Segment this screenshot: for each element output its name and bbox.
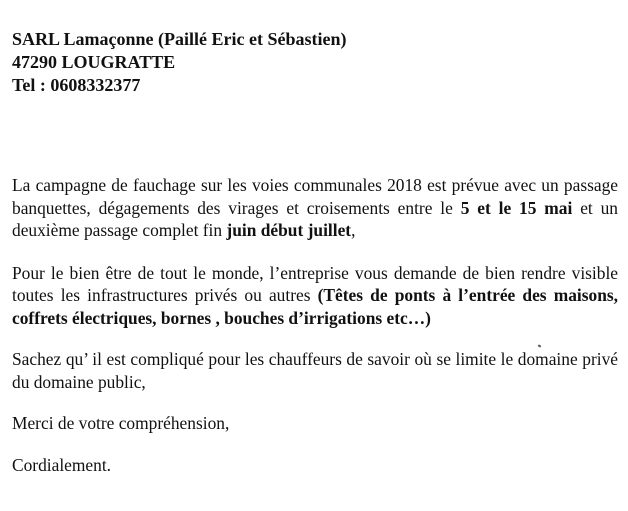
paragraph-campaign xyxy=(12,174,618,242)
company-city: 47290 LOUGRATTE xyxy=(12,52,176,72)
paragraph-domain: Sachez qu’ il est compliqué pour les chauffeurs de savoir où se limite le domaine privé du domaine public, xyxy=(12,349,618,392)
campaign-text-3: , xyxy=(351,220,356,240)
campaign-dates-may: 5 et le 15 mai xyxy=(460,197,573,218)
letter xyxy=(12,28,618,476)
campaign-text-2: et un deuxième passage complet fin xyxy=(12,197,618,240)
infrastructure-list: (Têtes de ponts à l’entrée des maisons, coffrets électriques, bornes , bouches d’irrigations etc…) xyxy=(12,285,618,328)
company-phone: Tel : 0608332377 xyxy=(12,75,141,95)
paragraph-thanks: Merci de votre compréhension, xyxy=(12,413,230,433)
paragraph-closing: Cordialement. xyxy=(12,454,112,475)
company-name: SARL Lamaçonne (Paillé Eric et Sébastien) xyxy=(12,29,347,49)
campaign-text-1: La campagne de fauchage sur les voies communales 2018 est prévue avec un passage banquettes, dégagements des virages et croisements entre le xyxy=(12,175,618,218)
letter-header xyxy=(12,28,618,97)
campaign-dates-june-july: juin début juillet xyxy=(226,220,352,240)
infrastructure-text-1: Pour le bien être de tout le monde, l’entreprise vous demande de bien rendre visible toutes les infrastructures privés ou autres xyxy=(12,262,618,305)
paragraph-infrastructure xyxy=(12,262,618,330)
